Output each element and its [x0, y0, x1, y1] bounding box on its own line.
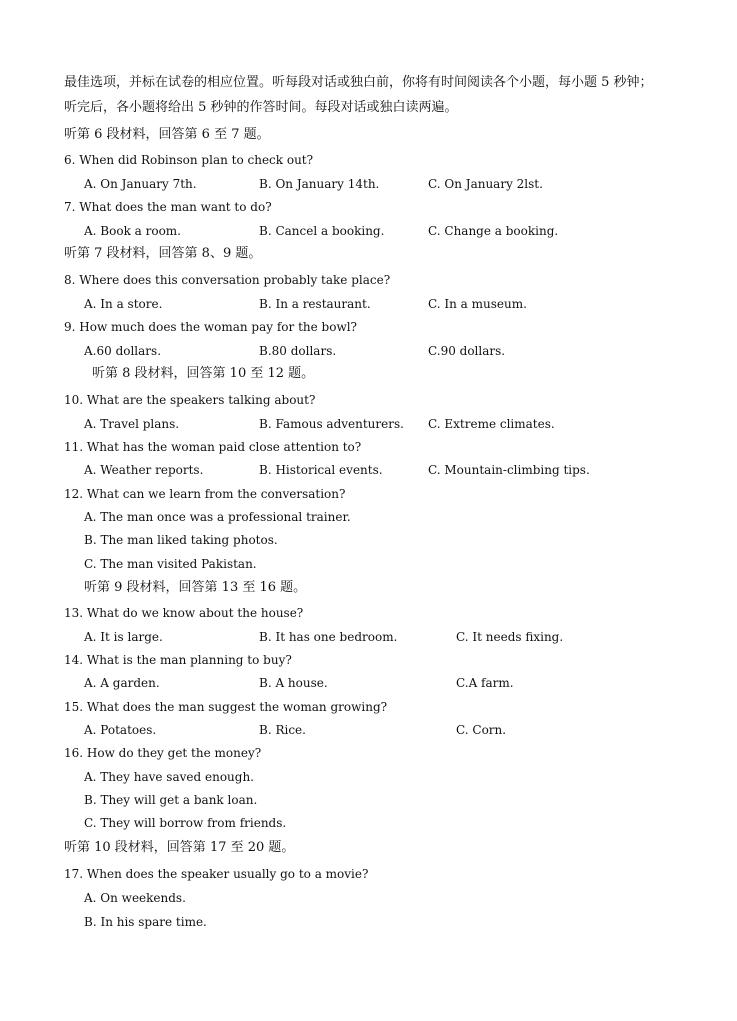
instructions-line-2: 听完后，各小题将给出 5 秒钟的作答时间。每段对话或独白读两遍。: [64, 100, 458, 115]
question-12-stem: 12. What can we learn from the conversation?: [64, 487, 346, 501]
question-12-option-a: A. The man once was a professional trainer.: [84, 510, 351, 524]
question-10-option-b: B. Famous adventurers.: [259, 417, 404, 431]
question-12-option-b: B. The man liked taking photos.: [84, 533, 278, 547]
question-13-option-b: B. It has one bedroom.: [259, 630, 398, 644]
question-16-stem: 16. How do they get the money?: [64, 746, 262, 760]
question-16-option-c: C. They will borrow from friends.: [84, 816, 287, 830]
question-11-option-b: B. Historical events.: [259, 463, 383, 477]
question-13-option-a: A. It is large.: [84, 630, 163, 644]
question-15-option-c: C. Corn.: [456, 723, 507, 737]
instructions-line-1: 最佳选项，并标在试卷的相应位置。听每段对话或独白前，你将有时间阅读各个小题，每小题 5 秒钟；: [64, 75, 653, 90]
question-14-option-a: A. A garden.: [84, 676, 160, 690]
question-10-option-c: C. Extreme climates.: [428, 417, 555, 431]
question-6-option-b: B. On January 14th.: [259, 177, 380, 191]
question-13-option-c: C. It needs fixing.: [456, 630, 564, 644]
question-9-stem: 9. How much does the woman pay for the bowl?: [64, 320, 357, 334]
question-17-stem: 17. When does the speaker usually go to a movie?: [64, 867, 369, 881]
question-10-option-a: A. Travel plans.: [84, 417, 180, 431]
question-14-stem: 14. What is the man planning to buy?: [64, 653, 292, 667]
question-8-option-b: B. In a restaurant.: [259, 297, 371, 311]
question-17-option-b: B. In his spare time.: [84, 915, 207, 929]
question-9-option-b: B.80 dollars.: [259, 344, 337, 358]
section-9-heading: 听第 9 段材料，回答第 13 至 16 题。: [84, 580, 307, 595]
question-6-option-a: A. On January 7th.: [84, 177, 197, 191]
question-8-option-c: C. In a museum.: [428, 297, 527, 311]
question-6-option-c: C. On January 2lst.: [428, 177, 543, 191]
question-8-option-a: A. In a store.: [84, 297, 163, 311]
question-11-stem: 11. What has the woman paid close attention to?: [64, 440, 362, 454]
question-15-stem: 15. What does the man suggest the woman growing?: [64, 700, 388, 714]
question-7-stem: 7. What does the man want to do?: [64, 200, 272, 214]
section-6-heading: 听第 6 段材料，回答第 6 至 7 题。: [64, 127, 270, 142]
question-12-option-c: C. The man visited Pakistan.: [84, 557, 257, 571]
question-13-stem: 13. What do we know about the house?: [64, 606, 304, 620]
question-11-option-c: C. Mountain-climbing tips.: [428, 463, 590, 477]
section-8-heading: 听第 8 段材料，回答第 10 至 12 题。: [92, 366, 315, 381]
question-8-stem: 8. Where does this conversation probably take place?: [64, 273, 391, 287]
question-6-stem: 6. When did Robinson plan to check out?: [64, 153, 314, 167]
question-14-option-b: B. A house.: [259, 676, 328, 690]
section-10-heading: 听第 10 段材料，回答第 17 至 20 题。: [64, 840, 295, 855]
question-11-option-a: A. Weather reports.: [84, 463, 204, 477]
question-16-option-a: A. They have saved enough.: [84, 770, 254, 784]
question-9-option-c: C.90 dollars.: [428, 344, 506, 358]
section-7-heading: 听第 7 段材料，回答第 8、9 题。: [64, 246, 262, 261]
question-9-option-a: A.60 dollars.: [84, 344, 162, 358]
question-7-option-c: C. Change a booking.: [428, 224, 559, 238]
question-7-option-a: A. Book a room.: [84, 224, 181, 238]
question-14-option-c: C.A farm.: [456, 676, 514, 690]
question-17-option-a: A. On weekends.: [84, 891, 186, 905]
question-15-option-a: A. Potatoes.: [84, 723, 157, 737]
question-16-option-b: B. They will get a bank loan.: [84, 793, 258, 807]
question-15-option-b: B. Rice.: [259, 723, 306, 737]
question-10-stem: 10. What are the speakers talking about?: [64, 393, 316, 407]
question-7-option-b: B. Cancel a booking.: [259, 224, 385, 238]
